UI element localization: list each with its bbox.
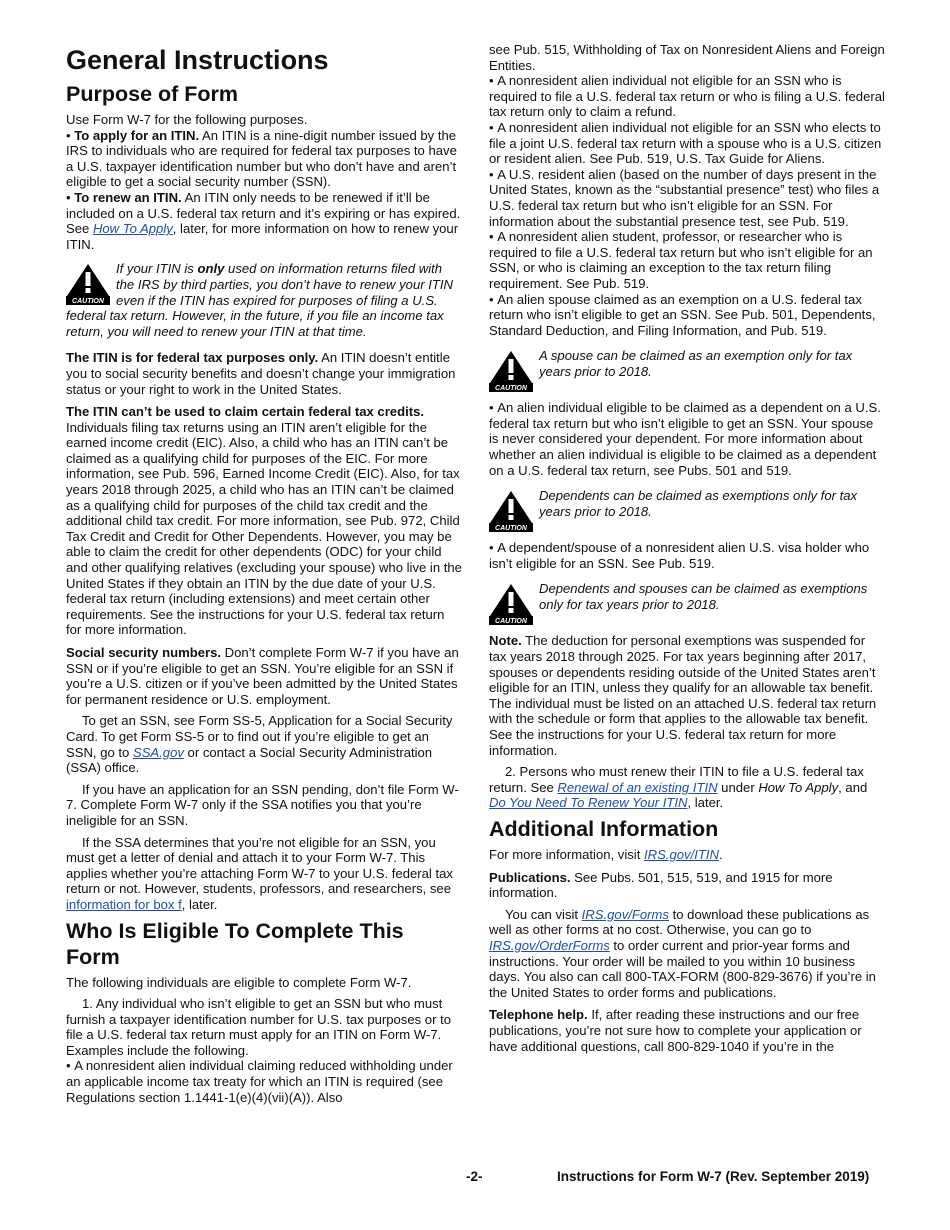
apply-bold: To apply for an ITIN. [74,127,200,143]
item-1-bullet-4: • A U.S. resident alien (based on the number of days present in the United States, known as the “substantial presence” test) who files a U.S. federal tax return but who isn’t eligible for an SSN. For information about the substantial presence test, see Pub. 519. [489,167,885,229]
ss5-text-2: or contact a Social Security Administration (SSA) office. [66,744,433,776]
document-title: Instructions for Form W-7 (Rev. September 2019) [557,1169,870,1184]
visit-text-1: You can visit [505,906,582,922]
ssn-bold: Social security numbers. [66,645,222,660]
federal-purpose-para [66,350,462,397]
credits-text: Individuals filing tax returns using an ITIN aren’t eligible for the earned income credit (EIC). Also, a child who has an ITIN can’t be claimed as a qualifying child for purposes of the EIC. For more information, see Pub. 596, Earned Income Credit (EIC). Also, for tax years 2018 through 2025, a child who has an ITIN can’t be claimed as a qualifying child for purposes of the child tax credit and the additional child tax credit. For more information, see Pub. 972, Child Tax Credit and Credit for Other Dependents. However, you may be able to claim the credit for other dependents (ODC) for your child and other qualifying relatives (excluding your spouse) who live in the United States if they obtain an ITIN by the due date of your U.S. federal tax return (including extensions) and meet certain other requirements. See the instructions for your U.S. federal tax return for more information. [66,419,462,638]
caution-1-pre: If your ITIN is [116,261,198,277]
renew-bullet [66,190,462,252]
ss5-text-1: To get an SSN, see Form SS-5, Application for a Social Security Card. To get Form SS-5 or to find out if you’re eligible to get an SSN, go to [66,713,453,760]
item-1-bullet-7: • An alien individual eligible to be claimed as a dependent on a U.S. federal tax return but who isn’t eligible to get an SSN. Your spouse is never considered your dependent. For more information about whether an alien individual is eligible to be claimed as a dependent on a U.S. federal tax return, see Pubs. 501 and 519. [489,400,885,478]
caution-1-bold: only [197,261,225,277]
svg-text:CAUTION: CAUTION [495,525,527,533]
denial-text-1: If the SSA determines that you’re not eligible for an SSN, you must get a letter of denial and attach it to your Form W-7. This applies whether you’re attaching Form W-7 to your U.S. federal tax return or not. However, students, professors, and researchers, see [66,834,453,897]
denial-para [66,835,462,913]
eligible-intro: The following individuals are eligible to complete Form W-7. [66,974,412,990]
visit-text-2: to download these publications as well as other forms at no cost. Otherwise, you can go to [489,906,870,938]
federal-bold: The ITIN is for federal tax purposes only. [66,350,319,366]
caution-1-post: used on information returns filed with the IRS by third parties, you don’t have to renew your ITIN even if the ITIN has expired for purposes of filing a U.S. federal tax return. However, in the future, if you file an income tax return, you will need to renew your ITIN at that time. [66,261,453,339]
how-to-apply-link[interactable]: How To Apply [92,221,173,237]
ss5-para [66,713,462,775]
item-1-bullet-6: • An alien spouse claimed as an exemption on a U.S. federal tax return who isn’t eligible to get an SSN. See Pub. 501, Dependents, Standard Deduction, and Filing Information, and Pub. 519. [489,292,885,339]
ssn-para [66,645,462,707]
phone-bold: Telephone help. [489,1007,588,1023]
item-2-text-2: under [717,779,759,795]
item-2 [489,764,885,811]
caution-note-1 [66,261,462,339]
caution-icon [489,350,533,392]
right-column [489,42,885,1054]
visit-para [489,907,885,1001]
purpose-intro: Use Form W-7 for the following purposes. [66,112,308,127]
page-number: -2- [466,1169,483,1184]
pubs-text: See Pubs. 501, 515, 519, and 1915 for more information. [489,869,833,901]
page-title: General Instructions [66,45,329,75]
more-info-end: . [718,846,723,862]
irs-itin-link[interactable]: IRS.gov/ITIN [643,846,719,862]
item-1-bullet-2: • A nonresident alien individual not eligible for an SSN who is required to file a U.S. federal tax return or who is filing a U.S. federal tax return only to claim a refund. [489,73,885,120]
svg-text:CAUTION: CAUTION [495,385,527,393]
caution-icon [66,263,110,305]
box-f-link[interactable]: information for box f [66,896,182,912]
item-2-text-1: 2. Persons who must renew their ITIN to file a U.S. federal tax return. See [489,764,864,795]
note-text: The deduction for personal exemptions was suspended for tax years 2018 through 2025. For tax years beginning after 2017, spouses or dependents residing outside of the United States aren’t eligible for an ITIN, unless they qualify for an allowable tax benefit. The individual must be listed on an attached U.S. federal tax return with the schedule or form that applies to the allowable tax benefit. See the instructions for your U.S. federal tax return for more information. [489,633,877,758]
caution-2-text: A spouse can be claimed as an exemption only for tax years prior to 2018. [539,348,853,379]
irs-orderforms-link[interactable]: IRS.gov/OrderForms [489,937,610,953]
apply-text: An ITIN is a nine-digit number issued by the IRS to individuals who are required for federal tax purposes to have a U.S. taxpayer identification number but who don’t have and aren’t eligible to get a social security number (SSN). [66,127,457,190]
item-2-italic: How To Apply [758,779,839,795]
item-1: 1. Any individual who isn’t eligible to get an SSN but who must furnish a taxpayer identification number for U.S. tax purposes or to file a U.S. federal tax return must apply for an ITIN on Form W-7. Examples include the following. [66,996,452,1058]
more-info-text: For more information, visit [489,846,644,862]
eligible-heading: Who Is Eligible To Complete This Form [66,918,404,969]
ssa-gov-link[interactable]: SSA.gov [132,744,184,760]
renew-your-itin-link[interactable]: Do You Need To Renew Your ITIN [489,795,688,811]
caution-note-4 [489,581,885,625]
visit-text-3: to order current and prior-year forms and instructions. Your order will be mailed to you within 10 business days. You also can call 800-TAX-FORM (800-829-3676) if you’re in the United States to order forms and publications. [489,937,876,1000]
bullet-1-continued: see Pub. 515, Withholding of Tax on Nonresident Aliens and Foreign Entities. [489,42,885,73]
caution-icon [489,583,533,625]
left-column [66,42,462,1105]
caution-icon [489,490,533,532]
pending-para: If you have an application for an SSN pending, don’t file Form W-7. Complete Form W-7 only if the SSA notifies you that you’re ineligible for an SSN. [66,781,459,828]
caution-4-text: Dependents and spouses can be claimed as exemptions only for tax years prior to 2018. [539,581,868,613]
caution-note-2 [489,348,885,392]
additional-heading: Additional Information [489,816,719,841]
renewal-existing-itin-link[interactable]: Renewal of an existing ITIN [557,779,718,795]
item-2-text-3: , and [838,779,868,795]
renew-bold: To renew an ITIN. [74,189,182,205]
credits-bold: The ITIN can’t be used to claim certain federal tax credits. [66,404,425,420]
item-2-text-4: , later. [687,795,724,811]
pubs-bold: Publications. [489,869,571,885]
telephone-para [489,1007,885,1054]
credits-para [66,404,462,638]
item-1-bullet-5: • A nonresident alien student, professor, or researcher who is required to file a U.S. federal tax return but who isn’t eligible for an SSN, or who is claiming an exception to the tax return filing requirement. See Pub. 519. [489,229,885,291]
svg-text:CAUTION: CAUTION [495,618,527,626]
item-1-bullet-1: • A nonresident alien individual claiming reduced withholding under an applicable income tax treaty for which an ITIN is required (see Regulations section 1.1441-1(e)(4)(vii)(A)). Also [66,1058,462,1105]
apply-bullet [66,128,462,190]
denial-text-2: , later. [181,896,218,912]
phone-text: If, after reading these instructions and our free publications, you’re not sure how to complete your application or have additional questions, call 800-829-1040 if you’re in the [489,1007,862,1054]
caution-3-text: Dependents can be claimed as exemptions only for tax years prior to 2018. [539,488,858,519]
note-bold: Note. [489,633,522,649]
note-para [489,633,885,758]
renew-text-2: , later, for more information on how to renew your ITIN. [66,221,459,252]
caution-note-3 [489,488,885,532]
item-1-bullet-8: • A dependent/spouse of a nonresident alien U.S. visa holder who isn’t eligible for an SSN. See Pub. 519. [489,540,885,571]
more-info-para [489,847,885,863]
item-1-bullet-3: • A nonresident alien individual not eligible for an SSN who elects to file a joint U.S. federal tax return with a spouse who is a U.S. citizen or resident alien. See Pub. 519, U.S. Tax Guide for Aliens. [489,120,885,167]
federal-text: An ITIN doesn’t entitle you to social security benefits and doesn’t change your immigration status or your right to work in the United States. [66,350,456,397]
ssn-text: Don’t complete Form W-7 if you have an SSN or if you’re eligible to get an SSN. You’re eligible for an SSN if you’re a U.S. citizen or if you’ve been admitted by the United States for permanent residence or U.S. employment. [66,645,459,707]
publications-para [489,870,885,901]
renew-text-1: An ITIN only needs to be renewed if it’ll be included on a U.S. federal tax return and it’s expiring or has expired. See [66,189,461,237]
purpose-heading: Purpose of Form [66,82,239,106]
svg-text:CAUTION: CAUTION [72,298,104,306]
irs-forms-link[interactable]: IRS.gov/Forms [581,906,669,922]
